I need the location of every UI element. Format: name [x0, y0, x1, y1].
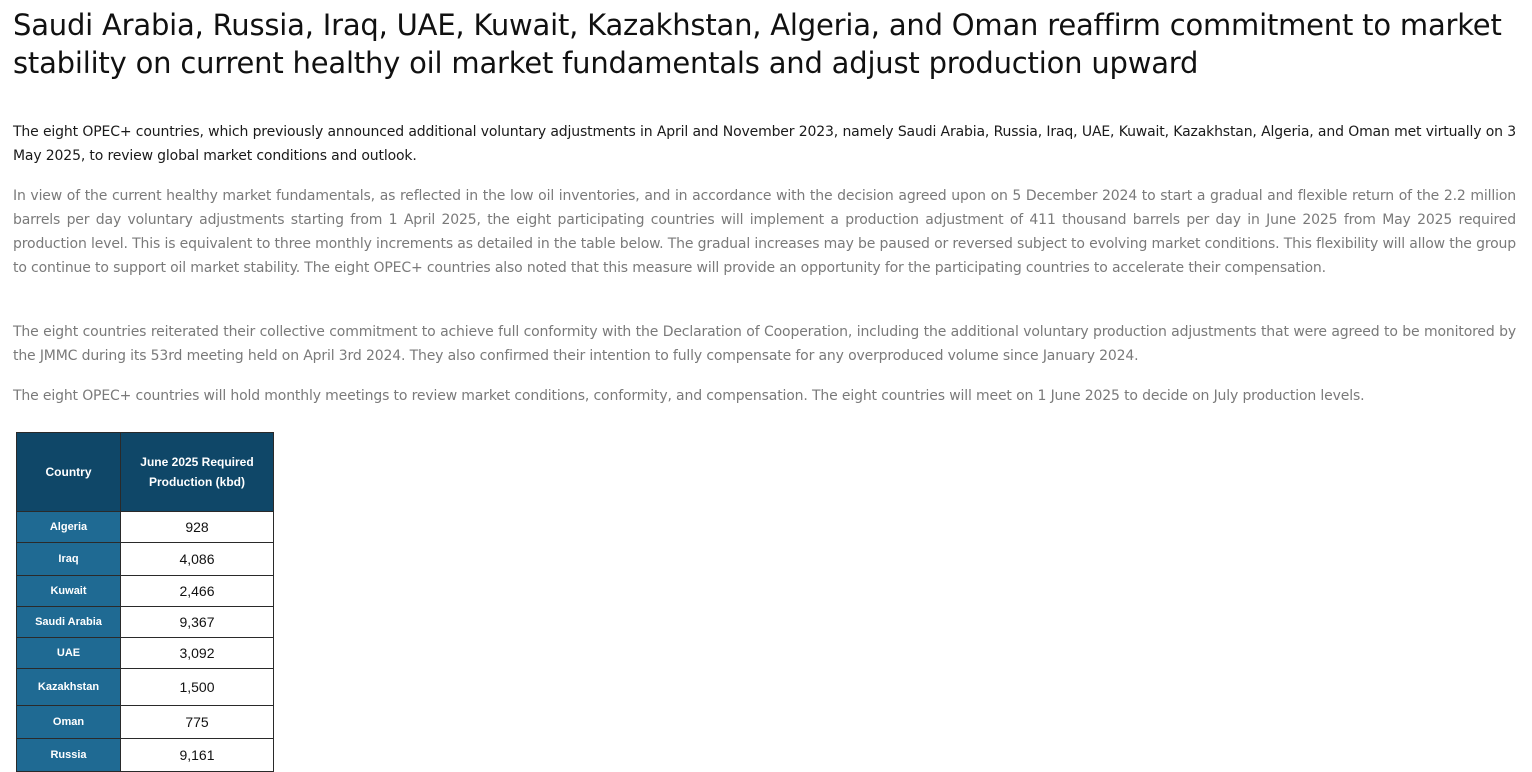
article-headline: Saudi Arabia, Russia, Iraq, UAE, Kuwait, Kazakhstan, Algeria, and Oman reaffirm commitment to market stability on current healthy oil market fundamentals and adjust production upward — [13, 8, 1502, 80]
paragraph-intro: The eight OPEC+ countries, which previously announced additional voluntary adjustments in April and November 2023, namely Saudi Arabia, Russia, Iraq, UAE, Kuwait, Kazakhstan, Algeria, and Oman met virtually on 3 May 2025, to review global market conditions and outlook. — [13, 124, 1516, 164]
production-cell: 9,161 — [121, 739, 274, 772]
country-cell: Algeria — [17, 512, 121, 543]
production-cell: 2,466 — [121, 576, 274, 607]
table-row — [17, 638, 274, 669]
production-cell: 9,367 — [121, 607, 274, 638]
country-cell: Iraq — [17, 543, 121, 576]
production-cell: 1,500 — [121, 669, 274, 706]
table-row — [17, 576, 274, 607]
paragraph-meetings: The eight OPEC+ countries will hold monthly meetings to review market conditions, conformity, and compensation. The eight countries will meet on 1 June 2025 to decide on July production levels. — [13, 388, 1365, 404]
header-production — [121, 433, 274, 512]
table-row — [17, 706, 274, 739]
table-row — [17, 669, 274, 706]
country-cell: UAE — [17, 638, 121, 669]
country-cell: Oman — [17, 706, 121, 739]
header-country: Country — [17, 433, 121, 512]
production-cell: 775 — [121, 706, 274, 739]
country-cell: Kuwait — [17, 576, 121, 607]
country-cell: Saudi Arabia — [17, 607, 121, 638]
paragraph-conformity: The eight countries reiterated their collective commitment to achieve full conformity with the Declaration of Cooperation, including the additional voluntary production adjustments that were agreed to be monitored by the JMMC during its 53rd meeting held on April 3rd 2024. They also confirmed their intention to fully compensate for any overproduced volume since January 2024. — [13, 324, 1516, 364]
production-cell: 3,092 — [121, 638, 274, 669]
production-cell: 928 — [121, 512, 274, 543]
header-production-line2: Production (kbd) — [149, 475, 245, 489]
production-cell: 4,086 — [121, 543, 274, 576]
paragraph-adjustment: In view of the current healthy market fundamentals, as reflected in the low oil inventories, and in accordance with the decision agreed upon on 5 December 2024 to start a gradual and flexible return of the 2.2 million barrels per day voluntary adjustments starting from 1 April 2025, the eight participating countries will implement a production adjustment of 411 thousand barrels per day in June 2025 from May 2025 required production level. This is equivalent to three monthly increments as detailed in the table below. The gradual increases may be paused or reversed subject to evolving market conditions. This flexibility will allow the group to continue to support oil market stability. The eight OPEC+ countries also noted that this measure will provide an opportunity for the participating countries to accelerate their compensation. — [13, 188, 1516, 276]
table-row — [17, 739, 274, 772]
header-production-line1: June 2025 Required — [140, 455, 254, 469]
table-row — [17, 512, 274, 543]
table-header-row — [17, 433, 274, 512]
table-row — [17, 543, 274, 576]
production-table — [16, 432, 274, 772]
table-row — [17, 607, 274, 638]
country-cell: Kazakhstan — [17, 669, 121, 706]
country-cell: Russia — [17, 739, 121, 772]
